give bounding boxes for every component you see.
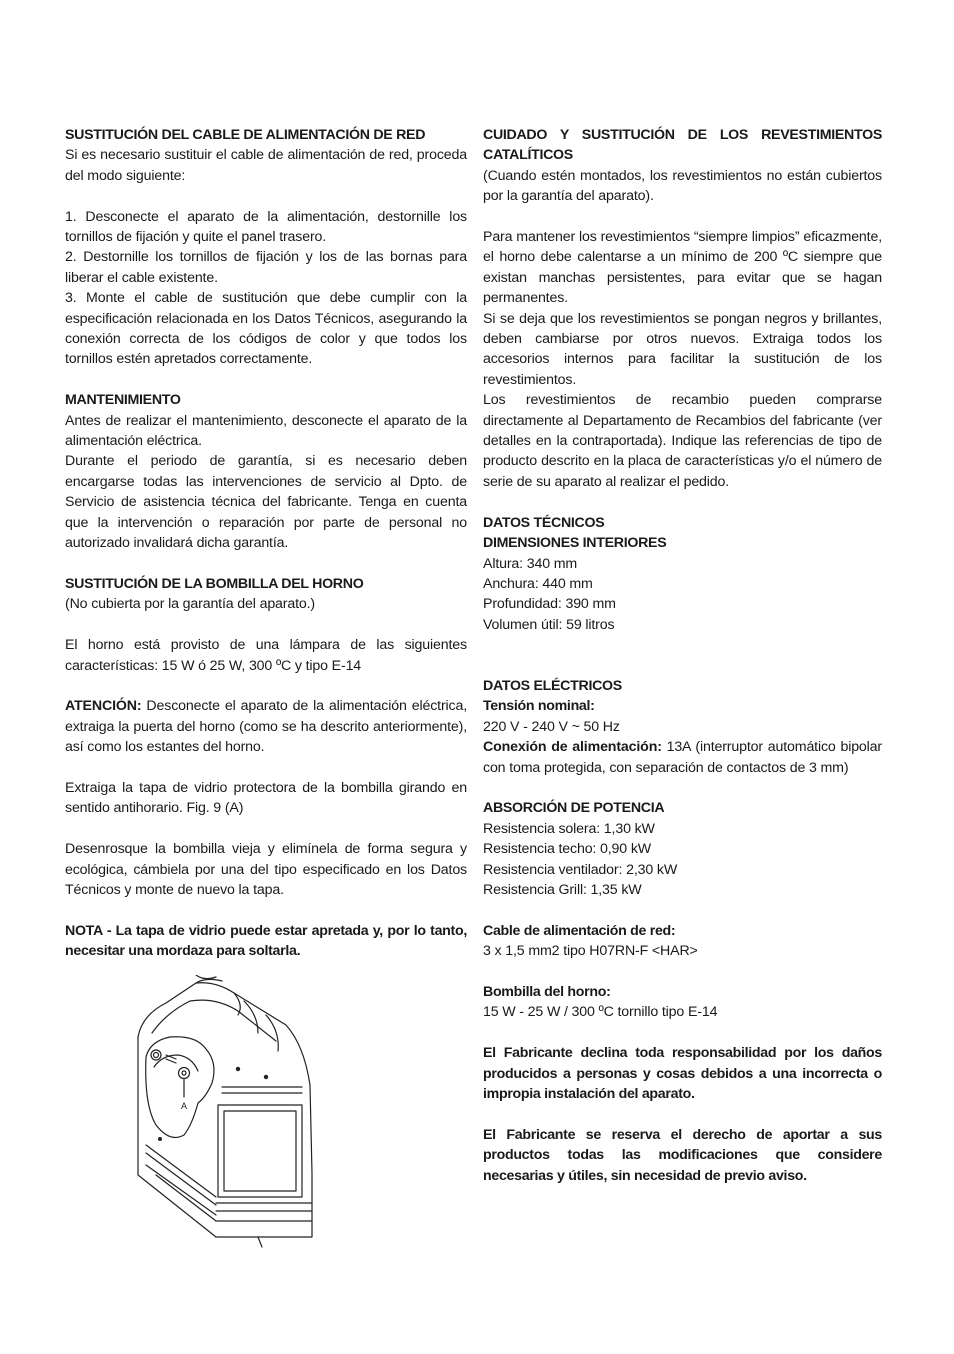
connection-value: 13A (interruptor automático bipolar con toma protegida, con separación de contactos de 3 mm): [483, 739, 882, 776]
figure-label-a: A: [181, 1101, 188, 1111]
dim-altura: Altura: 340 mm: [483, 555, 578, 572]
dim-profundidad: Profundidad: 390 mm: [483, 596, 616, 613]
voltage-value: 220 V - 240 V ~ 50 Hz: [483, 718, 620, 735]
disclaimer-2: El Fabricante se reserva el derecho de aportar a sus productos todas las modificaciones que considere necesarias y útiles, sin necesidad de previo aviso.: [483, 1126, 882, 1184]
connection-label: Conexión de alimentación:: [483, 739, 662, 756]
attention-label: ATENCIÓN:: [65, 698, 142, 715]
oven-lamp-figure: [126, 975, 316, 1250]
bulb-paragraph-2: Extraiga la tapa de vidrio protectora de la bombilla girando en sentido antihorario. Fig. 9 (A): [65, 779, 467, 817]
lamp-cover-outline: [146, 1037, 214, 1138]
cable-step-2: 2. Destornille los tornillos de fijación y los de las bornas para liberar el cable existente.: [65, 249, 467, 286]
bulb-spec-label: Bombilla del horno:: [483, 983, 611, 1000]
power-ventilador: Resistencia ventilador: 2,30 kW: [483, 861, 678, 878]
catalytic-paragraph-2: Para mantener los revestimientos “siempre limpios” eficazmente, el horno debe calentarse a un mínimo de 200 ºC siempre que existan manchas persistentes, para evitar que se hagan permanentes.: [483, 229, 882, 307]
bulb-warranty-note: (No cubierta por la garantía del aparato.): [65, 596, 316, 613]
power-grill: Resistencia Grill: 1,35 kW: [483, 881, 642, 898]
catalytic-heading: CUIDADO Y SUSTITUCIÓN DE LOS REVESTIMIENTOS CATALÍTICOS: [483, 127, 882, 164]
voltage-label: Tensión nominal:: [483, 698, 595, 715]
cable-step-3: 3. Monte el cable de sustitución que debe cumplir con la especificación relacionada en los Datos Técnicos, asegurando la conexión correcta de los códigos de color y que todos los tornillos estén apretados correctamente.: [65, 290, 467, 368]
catalytic-paragraph-1: (Cuando estén montados, los revestimientos no están cubiertos por la garantía del aparato).: [483, 167, 882, 205]
interior-dimensions-heading: DIMENSIONES INTERIORES: [483, 535, 667, 552]
power-solera: Resistencia solera: 1,30 kW: [483, 820, 655, 837]
oven-cavity-outline: [138, 1037, 312, 1237]
disclaimer-1: El Fabricante declina toda responsabilidad por los daños producidos a personas y cosas debidos a una incorrecta o impropia instalación del aparato.: [483, 1045, 882, 1102]
cable-step-1: 1. Desconecte el aparato de la alimentación, destornille los tornillos de fijación y quite el panel trasero.: [65, 208, 467, 246]
maintenance-heading: MANTENIMIENTO: [65, 392, 181, 409]
power-techo: Resistencia techo: 0,90 kW: [483, 841, 652, 858]
right-column: [483, 125, 882, 1186]
dim-anchura: Anchura: 440 mm: [483, 575, 593, 592]
maintenance-paragraph-2: Durante el periodo de garantía, si es necesario deben encargarse todas las intervenciones de servicio al Dpto. de Servicio de asistencia técnica del fabricante. Tenga en cuenta que la intervención o reparación por parte de personal no autorizado invalidará dicha garantía.: [65, 453, 467, 552]
cable-spec-label: Cable de alimentación de red:: [483, 922, 676, 939]
catalytic-paragraph-3: Si se deja que los revestimientos se pongan negros y brillantes, deben cambiarse por otros nuevos. Extraiga todos los accesorios internos para facilitar la sustitución de los revestimientos.: [483, 310, 882, 388]
dim-volumen: Volumen útil: 59 litros: [483, 616, 615, 633]
left-column: [65, 125, 467, 962]
tech-data-heading: DATOS TÉCNICOS: [483, 514, 605, 531]
maintenance-paragraph-1: Antes de realizar el mantenimiento, desconecte el aparato de la alimentación eléctrica.: [65, 412, 467, 450]
catalytic-paragraph-4: Los revestimientos de recambio pueden comprarse directamente al Departamento de Recambios del fabricante (ver detalles en la contraportada). Indique las referencias de tipo de producto descrito en la placa de características y/o el número de serie de su aparato al realizar el pedido.: [483, 392, 882, 490]
attention-text: Desconecte el aparato de la alimentación eléctrica, extraiga la puerta del horno (como se ha descrito anteriormente), así como los estantes del horno.: [65, 698, 467, 756]
cable-replacement-heading: SUSTITUCIÓN DEL CABLE DE ALIMENTACIÓN DE RED: [65, 127, 426, 143]
bulb-paragraph-3: Desenrosque la bombilla vieja y elimínela de forma segura y ecológica, cámbiela por una del tipo especificado en los Datos Técnicos y monte de nuevo la tapa.: [65, 841, 467, 898]
bulb-paragraph-1: El horno está provisto de una lámpara de las siguientes características: 15 W ó 25 W, 300 ºC y tipo E-14: [65, 637, 467, 674]
bulb-spec-value: 15 W - 25 W / 300 ºC tornillo tipo E-14: [483, 1004, 718, 1021]
power-heading: ABSORCIÓN DE POTENCIA: [483, 800, 665, 817]
attention-paragraph: [65, 696, 467, 757]
electrical-heading: DATOS ELÉCTRICOS: [483, 677, 622, 694]
cable-intro: Si es necesario sustituir el cable de alimentación de red, proceda del modo siguiente:: [65, 147, 467, 184]
bulb-nota: NOTA - La tapa de vidrio puede estar apretada y, por lo tanto, necesitar una mordaza para soltarla.: [65, 922, 467, 960]
connection-paragraph: [483, 737, 882, 778]
bulb-replacement-heading: SUSTITUCIÓN DE LA BOMBILLA DEL HORNO: [65, 575, 364, 592]
cable-spec-value: 3 x 1,5 mm2 tipo H07RN-F <HAR>: [483, 943, 698, 960]
